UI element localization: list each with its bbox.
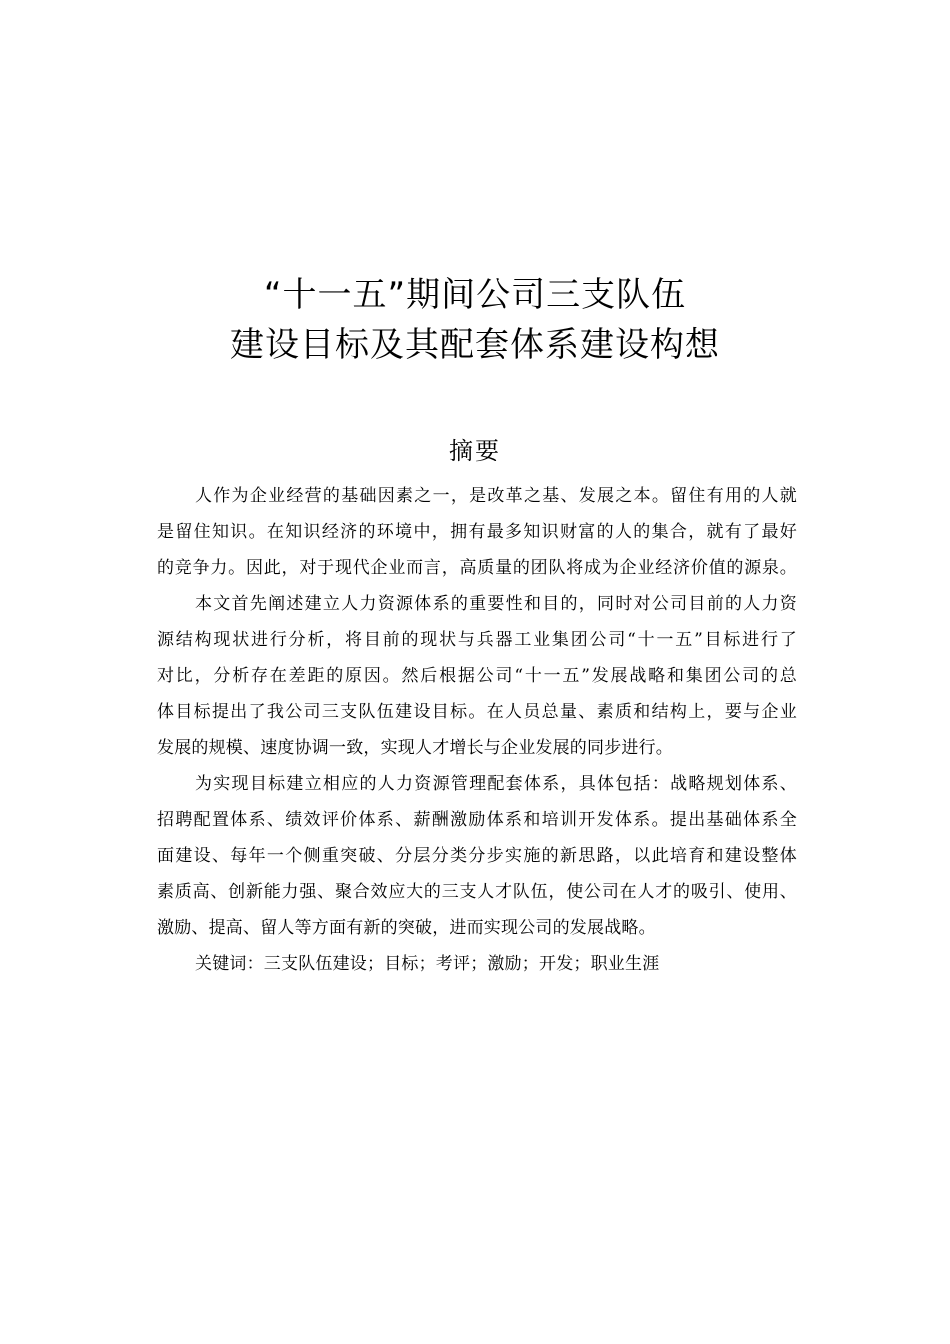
paragraph-3-line-1: 为实现目标建立相应的人力资源管理配套体系，具体包括：战略规划体系、 bbox=[195, 774, 797, 794]
paragraph-1-line-2: 是留住知识。在知识经济的环境中，拥有最多知识财富的人的集合，就有了最好 bbox=[157, 522, 797, 542]
paragraph-2-line-1: 本文首先阐述建立人力资源体系的重要性和目的，同时对公司目前的人力资 bbox=[195, 594, 797, 614]
abstract-heading: 摘要 bbox=[449, 437, 501, 465]
abstract-body bbox=[157, 478, 797, 982]
paragraph-1-line-3: 的竞争力。因此，对于现代企业而言，高质量的团队将成为企业经济价值的源泉。 bbox=[157, 558, 797, 578]
document-title-line-2: 建设目标及其配套体系建设构想 bbox=[230, 325, 720, 365]
paragraph-1-line-1: 人作为企业经营的基础因素之一，是改革之基、发展之本。留住有用的人就 bbox=[195, 486, 797, 506]
paragraph-2-line-5: 发展的规模、速度协调一致，实现人才增长与企业发展的同步进行。 bbox=[157, 738, 673, 758]
paragraph-3-line-3: 面建设、每年一个侧重突破、分层分类分步实施的新思路，以此培育和建设整体 bbox=[157, 846, 797, 866]
paragraph-2-line-3: 对比，分析存在差距的原因。然后根据公司“十一五”发展战略和集团公司的总 bbox=[157, 666, 797, 686]
document-title-line-1: “十一五”期间公司三支队伍 bbox=[263, 275, 687, 315]
paragraph-2-line-2: 源结构现状进行分析，将目前的现状与兵器工业集团公司“十一五”目标进行了 bbox=[157, 630, 797, 650]
paragraph-3-line-2: 招聘配置体系、绩效评价体系、薪酬激励体系和培训开发体系。提出基础体系全 bbox=[157, 810, 797, 830]
paragraph-3-line-4: 素质高、创新能力强、聚合效应大的三支人才队伍，使公司在人才的吸引、使用、 bbox=[157, 882, 797, 902]
keywords-line: 关键词：三支队伍建设；目标；考评；激励；开发；职业生涯 bbox=[195, 954, 660, 974]
paragraph-3-line-5: 激励、提高、留人等方面有新的突破，进而实现公司的发展战略。 bbox=[157, 918, 656, 938]
paragraph-2-line-4: 体目标提出了我公司三支队伍建设目标。在人员总量、素质和结构上，要与企业 bbox=[157, 702, 797, 722]
